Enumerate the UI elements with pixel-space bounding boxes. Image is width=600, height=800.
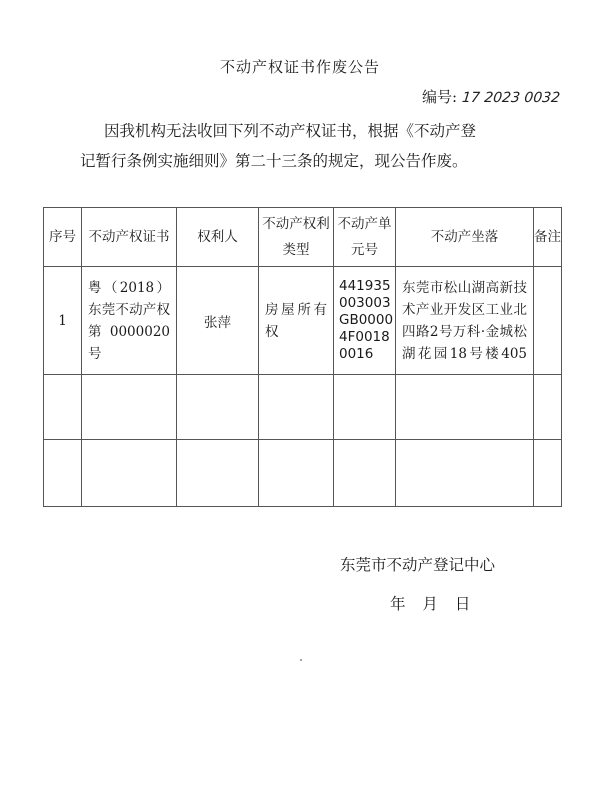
cell-location: 东莞市松山湖高新技术产业开发区工业北四路2号万科·金城松湖花园18号楼405 (396, 267, 534, 375)
cell-seq: 1 (44, 267, 82, 375)
table-row-empty (44, 440, 562, 507)
cell-unit-no (334, 267, 396, 375)
document-number-label: 编号: (422, 88, 458, 106)
unit-no-text: 441935003003GB00004F00180016 (339, 278, 394, 362)
document-number-value: 17 2023 0032 (461, 90, 561, 106)
issuing-organization: 东莞市不动产登记中心 (340, 556, 496, 574)
header-certificate: 不动产权证书 (82, 208, 177, 267)
cell-owner: 张萍 (177, 267, 259, 375)
table-header-row (44, 208, 562, 267)
scan-speck (300, 659, 302, 661)
cell-certificate: 粤（2018）东莞不动产权第0000020号 (82, 267, 177, 375)
header-location: 不动产坐落 (396, 208, 534, 267)
document-number (422, 86, 560, 107)
header-seq: 序号 (44, 208, 82, 267)
cell-right-type: 房屋所有权 (259, 267, 334, 375)
issue-date: 年 月 日 (390, 595, 471, 613)
table-row-empty (44, 375, 562, 440)
header-unit-no: 不动产单元号 (334, 208, 396, 267)
notice-paragraph-line-2: 记暂行条例实施细则》第二十三条的规定，现公告作废。 (80, 152, 468, 170)
table-row (44, 267, 562, 375)
certificate-table (43, 207, 562, 507)
header-remark: 备注 (534, 208, 562, 267)
notice-paragraph-line-1: 因我机构无法收回下列不动产权证书，根据《不动产登 (104, 122, 477, 140)
document-title: 不动产权证书作废公告 (219, 58, 380, 76)
header-owner: 权利人 (177, 208, 259, 267)
header-right-type: 不动产权利类型 (259, 208, 334, 267)
cell-remark (534, 267, 562, 375)
